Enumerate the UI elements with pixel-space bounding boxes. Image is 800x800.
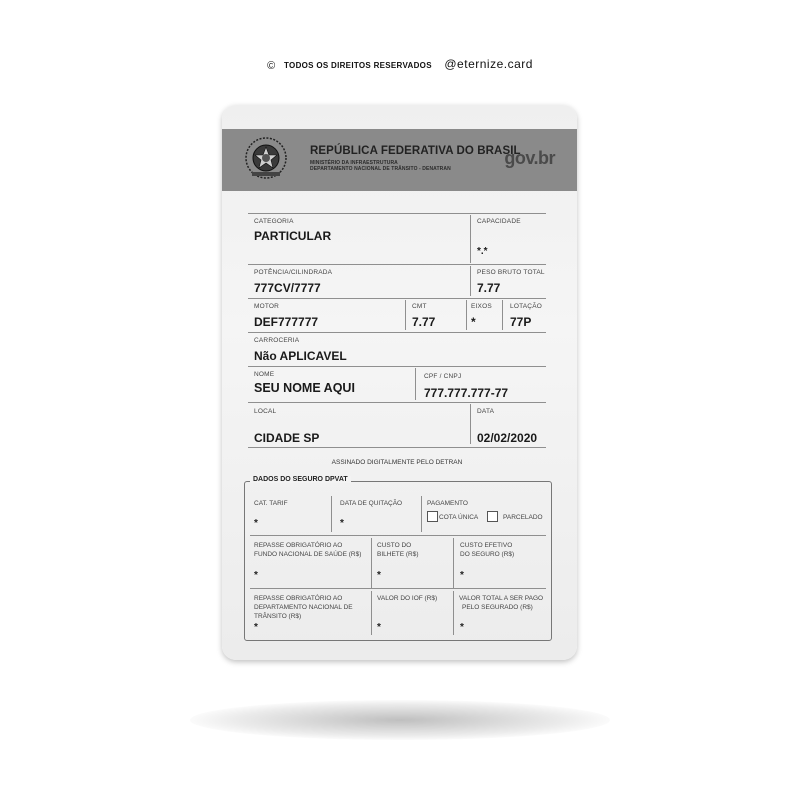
- data-value: 02/02/2020: [477, 431, 538, 445]
- divider: [415, 368, 416, 400]
- cat-tarif-label: CAT. TARIF: [254, 500, 288, 507]
- repasse-dnt-line3: TRÂNSITO (R$): [254, 613, 302, 620]
- cota-unica-checkbox[interactable]: [427, 511, 438, 522]
- divider: [248, 402, 546, 403]
- lotacao-label: LOTAÇÃO: [510, 303, 542, 310]
- document-header: [222, 129, 577, 191]
- custo-efetivo-value: *: [460, 570, 464, 581]
- divider: [248, 298, 546, 299]
- divider: [470, 215, 471, 263]
- cmt-value: 7.77: [412, 315, 436, 329]
- dpvat-title: DADOS DO SEGURO DPVAT: [250, 476, 351, 483]
- parcelado-label: PARCELADO: [503, 514, 543, 521]
- repasse-dnt-value: *: [254, 622, 258, 633]
- data-quitacao-label: DATA DE QUITAÇÃO: [340, 500, 403, 507]
- iof-value: *: [377, 622, 381, 633]
- capacidade-value: *.*: [477, 246, 488, 257]
- local-value: CIDADE SP: [254, 431, 320, 445]
- copyright-icon: ©: [267, 60, 276, 72]
- republic-title: REPÚBLICA FEDERATIVA DO BRASIL: [310, 145, 521, 157]
- valor-total-value: *: [460, 622, 464, 633]
- custo-bilhete-label: [377, 541, 419, 559]
- divider: [250, 588, 546, 589]
- divider: [470, 266, 471, 296]
- department-text: DEPARTAMENTO NACIONAL DE TRÂNSITO - DENATRAN: [310, 166, 451, 172]
- repasse-dnt-line2: DEPARTAMENTO NACIONAL DE: [254, 604, 353, 611]
- brand-handle: @eternize.card: [444, 57, 533, 71]
- divider: [248, 366, 546, 367]
- govbr-logo: gov.br: [504, 148, 555, 168]
- custo-efetivo-label: [460, 541, 514, 559]
- motor-value: DEF777777: [254, 315, 319, 329]
- divider: [470, 404, 471, 444]
- divider: [248, 264, 546, 265]
- valor-total-line2: PELO SEGURADO (R$): [462, 604, 533, 611]
- cat-tarif-value: *: [254, 518, 258, 529]
- divider: [405, 300, 406, 330]
- custo-bilhete-line2: BILHETE (R$): [377, 551, 419, 558]
- repasse-fns-label: [254, 541, 361, 559]
- peso-value: 7.77: [477, 281, 501, 295]
- lotacao-value: 77P: [510, 315, 532, 329]
- divider: [250, 535, 546, 536]
- custo-efetivo-line1: CUSTO EFETIVO: [460, 542, 513, 549]
- custo-bilhete-line1: CUSTO DO: [377, 542, 412, 549]
- repasse-fns-line2: FUNDO NACIONAL DE SAÚDE (R$): [254, 551, 362, 558]
- categoria-value: PARTICULAR: [254, 229, 332, 243]
- divider: [502, 300, 503, 330]
- divider: [331, 496, 332, 532]
- divider: [421, 496, 422, 532]
- local-label: LOCAL: [254, 408, 277, 415]
- divider: [453, 591, 454, 635]
- divider: [248, 213, 546, 214]
- carroceria-value: Não APLICAVEL: [254, 349, 347, 363]
- cmt-label: CMT: [412, 303, 427, 310]
- iof-label: VALOR DO IOF (R$): [377, 595, 438, 602]
- nome-value: SEU NOME AQUI: [254, 381, 355, 395]
- data-quitacao-value: *: [340, 518, 344, 529]
- repasse-fns-value: *: [254, 570, 258, 581]
- capacidade-label: CAPACIDADE: [477, 218, 521, 225]
- vehicle-document-card: [222, 105, 577, 660]
- repasse-dnt-line1: REPASSE OBRIGATÓRIO AO: [254, 595, 343, 602]
- carroceria-label: CARROCERIA: [254, 337, 300, 344]
- categoria-label: CATEGORIA: [254, 218, 294, 225]
- valor-total-line1: VALOR TOTAL A SER PAGO: [459, 595, 544, 602]
- copyright-line: [0, 57, 800, 72]
- motor-label: MOTOR: [254, 303, 280, 310]
- divider: [453, 538, 454, 588]
- divider: [371, 591, 372, 635]
- custo-efetivo-line2: DO SEGURO (R$): [460, 551, 515, 558]
- signed-note: ASSINADO DIGITALMENTE PELO DETRAN: [331, 459, 463, 466]
- card-shadow: [190, 700, 610, 740]
- nome-label: NOME: [254, 371, 275, 378]
- ministry-text: MINISTÉRIO DA INFRAESTRUTURA: [310, 160, 398, 166]
- cota-unica-label: COTA ÚNICA: [439, 514, 479, 521]
- custo-bilhete-value: *: [377, 570, 381, 581]
- cpf-label: CPF / CNPJ: [424, 373, 462, 380]
- eixos-value: *: [471, 315, 476, 329]
- data-label: DATA: [477, 408, 495, 415]
- repasse-dnt-label: [254, 594, 353, 621]
- divider: [248, 332, 546, 333]
- potencia-label: POTÊNCIA/CILINDRADA: [254, 269, 333, 276]
- peso-label: PESO BRUTO TOTAL: [477, 269, 545, 276]
- parcelado-checkbox[interactable]: [487, 511, 498, 522]
- coat-of-arms-icon: [244, 136, 288, 180]
- divider: [466, 300, 467, 330]
- potencia-value: 777CV/7777: [254, 281, 321, 295]
- divider: [248, 447, 546, 448]
- eixos-label: EIXOS: [471, 303, 492, 310]
- cpf-value: 777.777.777-77: [424, 386, 509, 400]
- repasse-fns-line1: REPASSE OBRIGATÓRIO AO: [254, 542, 343, 549]
- valor-total-label: [459, 594, 543, 612]
- pagamento-label: PAGAMENTO: [427, 500, 468, 507]
- dpvat-section: [244, 476, 552, 641]
- divider: [371, 538, 372, 588]
- rights-text: TODOS OS DIREITOS RESERVADOS: [284, 61, 432, 70]
